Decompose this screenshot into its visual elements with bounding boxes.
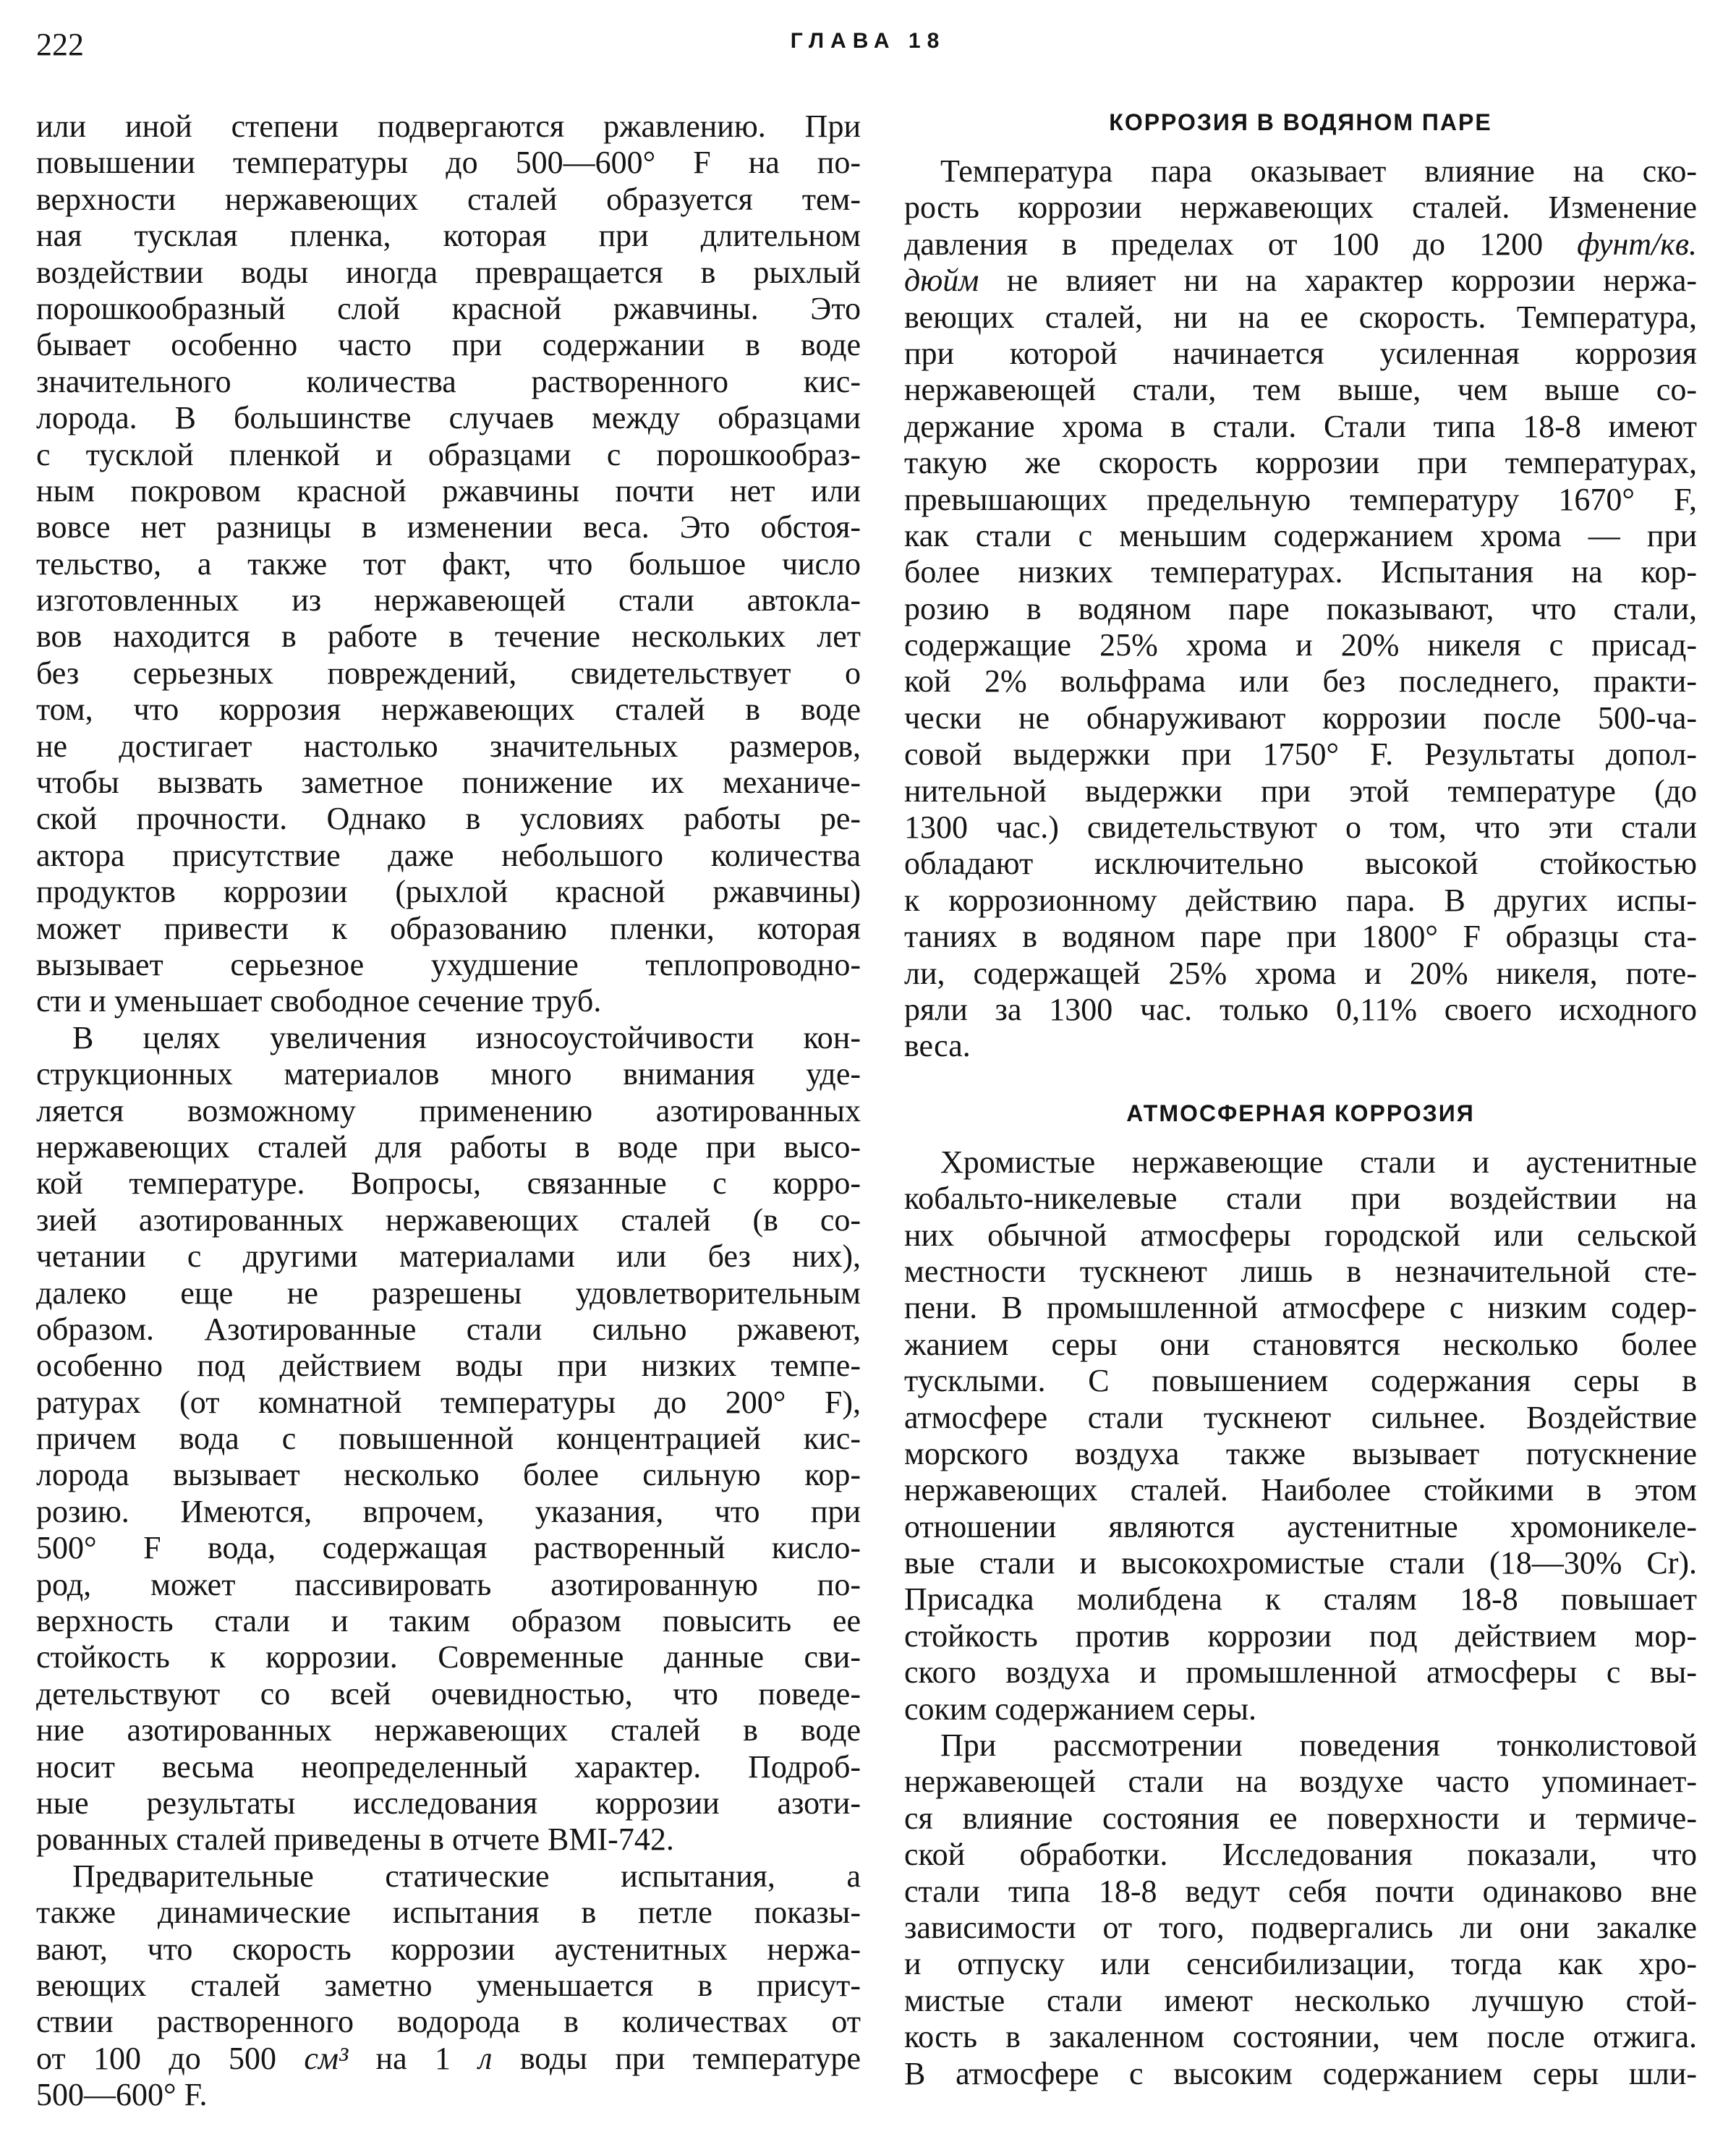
paragraph — [904, 1727, 1697, 2092]
text-line: соким содержанием серы. — [904, 1691, 1257, 1727]
text-line: воздействии воды иногда превращается в рыхлый — [36, 254, 861, 290]
text-line: с тусклой пленкой и образцами с порошкообраз- — [36, 436, 861, 472]
text-line: стойкость к коррозии. Современные данные сви- — [36, 1639, 861, 1675]
text-line: ным покровом красной ржавчины почти нет или — [36, 472, 861, 509]
text-line: вов находится в работе в течение нескольких лет — [36, 618, 861, 655]
text-run: воды при температуре — [492, 2040, 861, 2076]
text-line: как стали с меньшим содержанием хрома — при — [904, 517, 1697, 553]
text-line: нержавеющих сталей для работы в воде при высо- — [36, 1128, 861, 1165]
text-run: не влияет ни на характер коррозии нержа- — [979, 263, 1697, 299]
text-line: содержащие 25% хрома и 20% никеля с присад- — [904, 627, 1697, 663]
text-line: такую же скорость коррозии при температурах, — [904, 445, 1697, 481]
paragraph — [36, 1858, 861, 2114]
text-line: Предварительные статические испытания, а — [72, 1858, 861, 1894]
text-line: сти и уменьшает свободное сечение труб. — [36, 983, 602, 1019]
italic-unit: дюйм — [904, 263, 979, 299]
text-line: изготовленных из нержавеющей стали автокла- — [36, 582, 861, 618]
text-line: стойкость против коррозии под действием мор- — [904, 1617, 1697, 1654]
text-line: атмосфере стали тускнеют сильнее. Воздействие — [904, 1399, 1697, 1435]
right-column — [904, 103, 1697, 2092]
text-line: или иной степени подвергаются ржавлению. При — [36, 109, 861, 144]
text-line: совой выдержки при 1750° F. Результаты допол- — [904, 736, 1697, 773]
text-line: при которой начинается усиленная коррозия — [904, 335, 1697, 371]
text-line: вызывает серьезное ухудшение теплопроводно- — [36, 946, 861, 982]
text-line: порошкообразный слой красной ржавчины. Это — [36, 290, 861, 326]
text-line: пени. В промышленной атмосфере с низким содер- — [904, 1290, 1697, 1326]
text-line: 500° F вода, содержащая растворенный кисло- — [36, 1530, 861, 1566]
text-line: струкционных материалов много внимания уде- — [36, 1056, 861, 1092]
text-line: нержавеющей стали, тем выше, чем выше со- — [904, 372, 1697, 408]
left-column — [36, 109, 861, 2113]
text-line: мистые стали имеют несколько лучшую стой- — [904, 1982, 1697, 2018]
text-line: вают, что скорость коррозии аустенитных нержа- — [36, 1931, 861, 1967]
text-line: Хромистые нержавеющие стали и аустенитные — [940, 1144, 1697, 1180]
text-line: обладают исключительно высокой стойкостью — [904, 846, 1697, 882]
text-line: При рассмотрении поведения тонколистовой — [940, 1727, 1697, 1764]
text-line: значительного количества растворенного кис- — [36, 363, 861, 399]
text-line: жанием серы они становятся несколько более — [904, 1326, 1697, 1362]
italic-unit: л — [478, 2040, 493, 2076]
text-line: ляется возможному применению азотированных — [36, 1092, 861, 1128]
text-line: кобальто-никелевые стали при воздействии на — [904, 1181, 1697, 1217]
text-line: и отпуску или сенсибилизации, тогда как хро- — [904, 1946, 1697, 1982]
italic-unit: см³ — [304, 2040, 349, 2076]
text-line: без серьезных повреждений, свидетельствует о — [36, 655, 861, 691]
text-line: Температура пара оказывает влияние на ско- — [940, 153, 1697, 189]
text-line: 500—600° F. — [36, 2077, 208, 2113]
text-line: рованных сталей приведены в отчете BMI-742. — [36, 1821, 674, 1858]
text-line: том, что коррозия нержавеющих сталей в воде — [36, 692, 861, 728]
text-line: В атмосфере с высоким содержанием серы шли- — [904, 2055, 1697, 2091]
text-line: ние азотированных нержавеющих сталей в воде — [36, 1712, 861, 1748]
text-line: местности тускнеют лишь в незначительной сте- — [904, 1253, 1697, 1289]
text-line: ная тусклая пленка, которая при длительном — [36, 218, 861, 254]
text-line — [36, 2041, 861, 2077]
text-line: ные результаты исследования коррозии азоти- — [36, 1785, 861, 1821]
text-line: повышении температуры до 500—600° F на по- — [36, 145, 861, 181]
text-line: стали типа 18-8 ведут себя почти одинаково вне — [904, 1873, 1697, 1909]
text-line: четании с другими материалами или без них), — [36, 1238, 861, 1275]
text-line: верхность стали и таким образом повысить ее — [36, 1603, 861, 1639]
text-line: морского воздуха также вызывает потускнение — [904, 1435, 1697, 1471]
section-heading: АТМОСФЕРНАЯ КОРРОЗИЯ — [1126, 1100, 1475, 1126]
paragraph — [904, 1144, 1697, 1727]
text-line: ли, содержащей 25% хрома и 20% никеля, поте- — [904, 955, 1697, 991]
text-line: образом. Азотированные стали сильно ржавеют, — [36, 1311, 861, 1347]
text-line: лорода. В большинстве случаев между образцами — [36, 400, 861, 436]
text-line: чтобы вызвать заметное понижение их механиче- — [36, 765, 861, 801]
text-line: не достигает настолько значительных размеров, — [36, 728, 861, 764]
text-line: розию. Имеются, впрочем, указания, что при — [36, 1493, 861, 1529]
text-line: далеко еще не разрешены удовлетворительным — [36, 1275, 861, 1311]
text-line: ствии растворенного водорода в количествах от — [36, 2004, 861, 2040]
text-line: ся влияние состояния ее поверхности и термиче- — [904, 1800, 1697, 1836]
text-line: продуктов коррозии (рыхлой красной ржавчины) — [36, 874, 861, 910]
text-run: от 100 до 500 — [36, 2040, 305, 2076]
section-heading: КОРРОЗИЯ В ВОДЯНОМ ПАРЕ — [1109, 109, 1492, 135]
text-line: зией азотированных нержавеющих сталей (в со- — [36, 1202, 861, 1238]
text-line: рость коррозии нержавеющих сталей. Изменение — [904, 190, 1697, 226]
text-line — [904, 226, 1697, 263]
text-line: нержавеющей стали на воздухе часто упоминает- — [904, 1764, 1697, 1800]
text-line: может привести к образованию пленки, которая — [36, 910, 861, 946]
text-line: держание хрома в стали. Стали типа 18-8 имеют — [904, 408, 1697, 444]
text-line: ского воздуха и промышленной атмосферы с вы- — [904, 1654, 1697, 1691]
text-line: вые стали и высокохромистые стали (18—30% Cr). — [904, 1545, 1697, 1581]
text-line: кой температуре. Вопросы, связанные с корро- — [36, 1165, 861, 1202]
text-line: к коррозионному действию пара. В других испы- — [904, 882, 1697, 918]
text-line: род, может пассивировать азотированную по- — [36, 1566, 861, 1602]
text-line: веющих сталей заметно уменьшается в присут- — [36, 1967, 861, 2003]
italic-unit: фунт/кв. — [1577, 226, 1697, 262]
text-line: бывает особенно часто при содержании в воде — [36, 327, 861, 363]
text-line: нительной выдержки при этой температуре (до — [904, 773, 1697, 809]
text-line: верхности нержавеющих сталей образуется тем- — [36, 181, 861, 217]
text-line: носит весьма неопределенный характер. Подроб- — [36, 1748, 861, 1785]
paragraph — [36, 109, 861, 1020]
text-run: давления в пределах от 100 до 1200 — [904, 226, 1578, 262]
page-number: 222 — [36, 27, 84, 62]
text-line: особенно под действием воды при низких темпе- — [36, 1348, 861, 1384]
text-line: также динамические испытания в петле показы- — [36, 1895, 861, 1931]
text-line: зависимости от того, подвергались ли они закалке — [904, 1909, 1697, 1945]
text-line: актора присутствие даже небольшого количества — [36, 837, 861, 873]
text-line: Присадка молибдена к сталям 18-8 повышает — [904, 1581, 1697, 1617]
text-line: чески не обнаруживают коррозии после 500-ча- — [904, 700, 1697, 736]
text-line: детельствуют со всей очевидностью, что поведе- — [36, 1675, 861, 1712]
text-line: превышающих предельную температуру 1670° F, — [904, 481, 1697, 517]
paragraph — [904, 153, 1697, 1065]
running-title: ГЛАВА 18 — [790, 29, 946, 53]
text-line — [904, 263, 1697, 299]
text-line: розию в водяном паре показывают, что стали, — [904, 590, 1697, 626]
text-line: ской обработки. Исследования показали, что — [904, 1837, 1697, 1873]
text-line: лорода вызывает несколько более сильную кор- — [36, 1457, 861, 1493]
text-line: причем вода с повышенной концентрацией кис- — [36, 1421, 861, 1457]
text-line: ской прочности. Однако в условиях работы ре- — [36, 801, 861, 837]
text-line: 1300 час.) свидетельствуют о том, что эти стали — [904, 809, 1697, 846]
text-line: веса. — [904, 1028, 971, 1064]
text-line: нержавеющих сталей. Наиболее стойкими в этом — [904, 1472, 1697, 1508]
text-line: кой 2% вольфрама или без последнего, практи- — [904, 663, 1697, 700]
text-run: на 1 — [348, 2040, 479, 2076]
text-line: ряли за 1300 час. только 0,11% своего исходного — [904, 991, 1697, 1027]
text-line: тельство, а также тот факт, что большое число — [36, 545, 861, 582]
paragraph — [36, 1020, 861, 1858]
text-line: более низких температурах. Испытания на кор- — [904, 554, 1697, 590]
text-line: тусклыми. С повышением содержания серы в — [904, 1363, 1697, 1399]
text-line: них обычной атмосферы городской или сельской — [904, 1217, 1697, 1253]
text-line: веющих сталей, ни на ее скорость. Температура, — [904, 299, 1697, 335]
text-line: таниях в водяном паре при 1800° F образцы ста- — [904, 919, 1697, 955]
text-line: отношении являются аустенитные хромоникеле- — [904, 1508, 1697, 1544]
text-line: кость в закаленном состоянии, чем после отжига. — [904, 2019, 1697, 2055]
text-line: вовсе нет разницы в изменении веса. Это обстоя- — [36, 509, 861, 545]
text-line: ратурах (от комнатной температуры до 200° F), — [36, 1384, 861, 1420]
text-line: В целях увеличения износоустойчивости кон- — [72, 1019, 861, 1055]
